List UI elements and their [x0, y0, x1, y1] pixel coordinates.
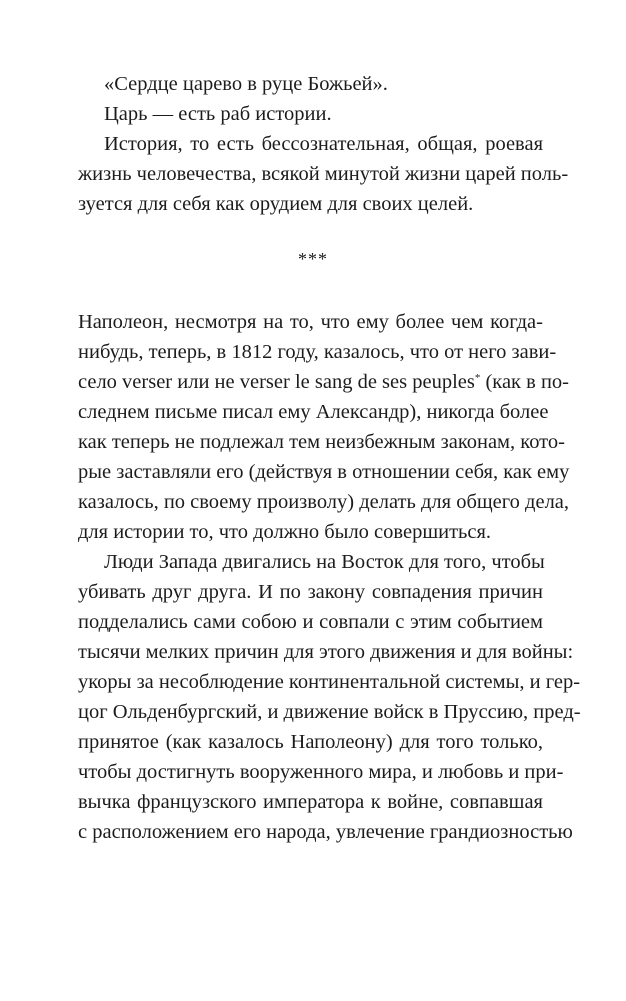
text-line: Наполеон, несмотря на то, что ему более чем когда- — [78, 311, 543, 333]
tsar-line: Царь — есть раб истории. — [104, 103, 332, 125]
text-line: зуется для себя как орудием для своих целей. — [78, 193, 474, 215]
text-line: как теперь не подлежал тем неизбежным законам, кото- — [78, 431, 565, 453]
text-line: жизнь человечества, всякой минутой жизни царей поль- — [78, 163, 569, 185]
text-line: вычка французского императора к войне, совпавшая — [78, 791, 543, 813]
text-line: принятое (как казалось Наполеону) для того только, — [78, 731, 543, 753]
text-line: с расположением его народа, увлечение грандиозностью — [78, 821, 573, 843]
footnote-marker[interactable]: * — [474, 372, 481, 384]
text-line-with-footnote — [78, 367, 569, 397]
text-line: для истории то, что должно было совершиться. — [78, 521, 492, 543]
text-line: История, то есть бессознательная, общая, роевая — [104, 133, 543, 155]
text-line: чтобы достигнуть вооруженного мира, и любовь и при- — [78, 761, 564, 783]
text-line: нибудь, теперь, в 1812 году, казалось, что от него зави- — [78, 341, 557, 363]
section-separator: *** — [298, 249, 328, 269]
text-line: убивать друг друга. И по закону совпадения причин — [78, 581, 543, 603]
quote-line: «Сердце царево в руце Божьей». — [104, 73, 388, 95]
text-line: следнем письме писал ему Александр), никогда более — [78, 401, 549, 423]
text-line: тысячи мелких причин для этого движения и для войны: — [78, 641, 574, 663]
text-line: казалось, по своему произволу) делать для общего дела, — [78, 491, 570, 513]
text-line: цог Ольденбургский, и движение войск в Пруссию, пред- — [78, 701, 581, 723]
text-line: рые заставляли его (действуя в отношении себя, как ему — [78, 461, 570, 483]
line-text: (как в по- — [485, 371, 569, 393]
text-line: укоры за несоблюдение континентальной системы, и гер- — [78, 671, 581, 693]
text-line: подделались сами собою и совпали с этим событием — [78, 611, 543, 633]
line-text: село verser или не verser le sang de ses peuples — [78, 371, 475, 393]
text-line: Люди Запада двигались на Восток для того, чтобы — [104, 551, 545, 573]
